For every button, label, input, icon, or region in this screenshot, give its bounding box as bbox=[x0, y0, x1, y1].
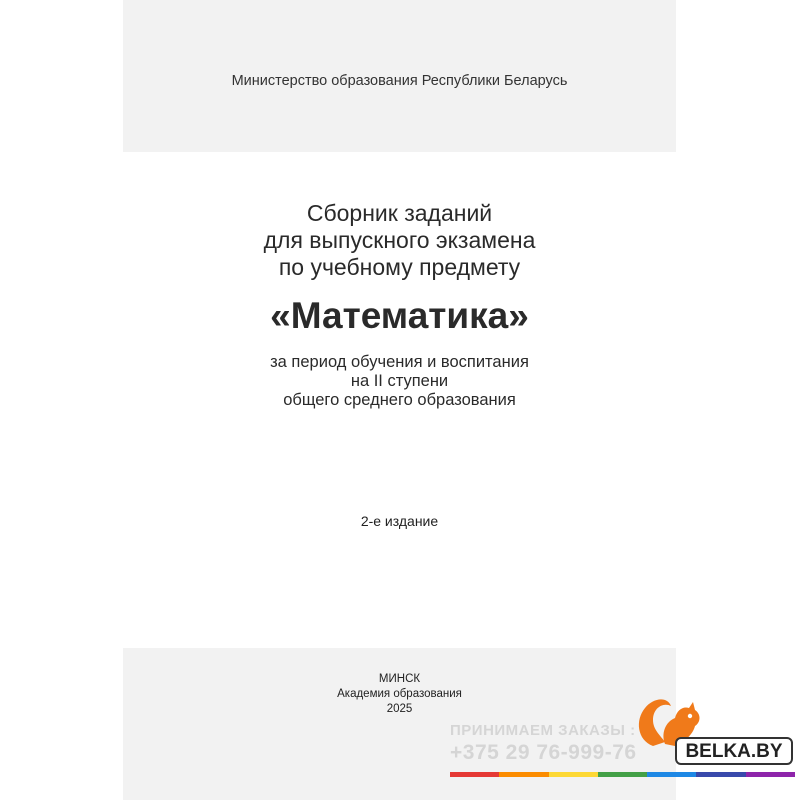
title-line-1: Сборник заданий bbox=[306, 200, 493, 226]
watermark-line-1: ПРИНИМАЕМ ЗАКАЗЫ : bbox=[450, 722, 636, 739]
title-line-3: по учебному предмету bbox=[278, 254, 521, 280]
subtitle-line-3: общего среднего образования bbox=[283, 391, 516, 409]
title-block bbox=[123, 200, 676, 410]
edition-label: 2-е издание bbox=[360, 513, 439, 529]
book-page bbox=[123, 0, 676, 800]
watermark-phone: +375 29 76-999-76 bbox=[450, 741, 637, 764]
subtitle-line-2: на II ступени bbox=[350, 372, 449, 390]
subtitle-block bbox=[123, 353, 676, 410]
stripe-segment bbox=[746, 772, 795, 777]
stripe-segment bbox=[499, 772, 548, 777]
stripe-segment bbox=[450, 772, 499, 777]
subject-title: «Математика» bbox=[270, 295, 529, 336]
belka-logo bbox=[635, 690, 795, 780]
title-line-2: для выпускного экзамена bbox=[263, 227, 536, 253]
imprint-city: МИНСК bbox=[378, 673, 421, 685]
ministry-heading: Министерство образования Республики Беларусь bbox=[231, 73, 568, 89]
imprint-year: 2025 bbox=[386, 703, 413, 715]
logo-tag bbox=[675, 737, 793, 765]
stripe-segment bbox=[647, 772, 696, 777]
imprint bbox=[123, 672, 676, 717]
imprint-publisher: Академия образования bbox=[337, 688, 462, 700]
order-watermark bbox=[450, 722, 650, 765]
stripe-segment bbox=[696, 772, 745, 777]
stripe-segment bbox=[598, 772, 647, 777]
stripe-segment bbox=[549, 772, 598, 777]
rainbow-stripe bbox=[450, 772, 795, 777]
logo-text: BELKA.BY bbox=[685, 741, 783, 762]
subtitle-line-1: за период обучения и воспитания bbox=[270, 353, 529, 371]
